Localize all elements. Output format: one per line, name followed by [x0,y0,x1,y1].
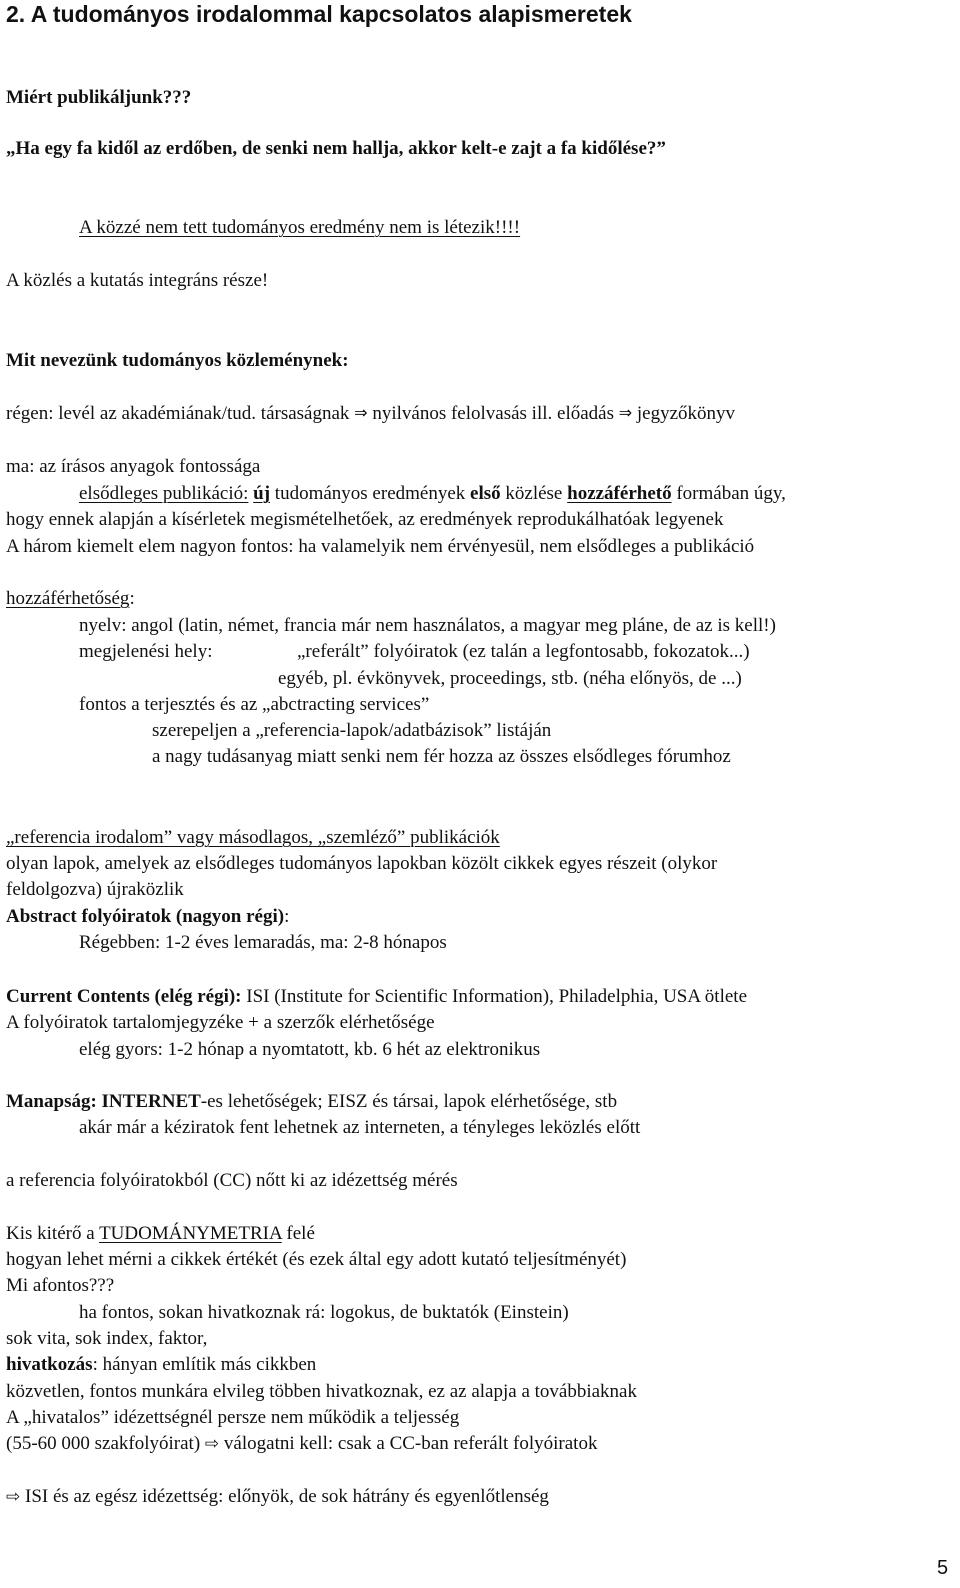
mass-line: a nagy tudásanyag miatt senki nem fér hozza az összes elsődleges fórumhoz [152,746,731,767]
page-title: 2. A tudományos irodalommal kapcsolatos alapismeretek [6,1,632,27]
quote: „Ha egy fa kidől az erdőben, de senki nem hallja, akkor kelt-e zajt a fa kidőlése?” [6,138,666,159]
question-2: Mi afontos??? [6,1275,115,1296]
listed-line: szerepeljen a „referencia-lapok/adatbázisok” listáján [152,720,552,741]
journals-line: (55-60 000 szakfolyóirat) ⇨ válogatni kell: csak a CC-ban referált folyóiratok [6,1433,598,1454]
scientometry-intro: Kis kitérő a TUDOMÁNYMETRIA felé [6,1223,315,1244]
place-other: egyéb, pl. évkönyvek, proceedings, stb. (néha előnyös, de ...) [278,668,742,689]
cc-speed: elég gyors: 1-2 hónap a nyomtatott, kb. 6 hét az elektronikus [79,1039,541,1060]
language-line: nyelv: angol (latin, német, francia már nem használatos, a magyar meg pláne, de az is kell!) [79,615,776,636]
why-heading: Miért publikáljunk??? [6,87,192,108]
three-elements-line: A három kiemelt elem nagyon fontos: ha valamelyik nem érvényesül, nem elsődleges a publikáció [6,536,755,557]
hollow-arrow-icon: ⇨ [204,1434,220,1454]
integral-line: A közlés a kutatás integráns része! [6,270,269,291]
hollow-arrow-icon: ⇨ [6,1487,21,1507]
isi-line: ⇨ ISI és az egész idézettség: előnyök, de sok hátrány és egyenlőtlenség [6,1486,549,1507]
primary-term: elsődleges publikáció: [79,483,249,504]
definition-cont: hogy ennek alapján a kísérletek megismételhetőek, az eredmények reprodukálhatóak legyenek [6,509,724,530]
citation-origin: a referencia folyóiratokból (CC) nőtt ki az idézettség mérés [6,1170,458,1191]
what-heading: Mit nevezünk tudományos közleménynek: [6,350,349,371]
place-label: megjelenési hely: [79,641,213,662]
abstract-heading: Abstract folyóiratok (nagyon régi): [6,906,290,927]
not-exists-line: A közzé nem tett tudományos eredmény nem is létezik!!!! [79,217,521,238]
cc-toc: A folyóiratok tartalomjegyzéke + a szerzők elérhetősége [6,1012,435,1033]
cc-line: Current Contents (elég régi): ISI (Institute for Scientific Information), Philadelphia, USA ötlete [6,986,748,1007]
past-line: régen: levél az akadémiának/tud. társaságnak ⇒ nyilvános felolvasás ill. előadás ⇒ jegyzőkönyv [6,403,736,424]
official-line: A „hivatalos” idézettségnél persze nem működik a teljesség [6,1407,460,1428]
nowadays-line: Manapság: INTERNET-es lehetőségek; EISZ és társai, lapok elérhetősége, stb [6,1091,618,1112]
reference-desc-2: feldolgozva) újraközlik [6,879,184,900]
abstract-delay: Régebben: 1-2 éves lemaradás, ma: 2-8 hónapos [79,932,447,953]
reference-heading: „referencia irodalom” vagy másodlagos, „szemléző” publikációk [6,827,500,848]
access-heading: hozzáférhetőség: [6,588,135,609]
answer-1: ha fontos, sokan hivatkoznak rá: logokus, de buktatók (Einstein) [79,1302,569,1323]
now-line: ma: az írásos anyagok fontossága [6,456,261,477]
place-refereed: „referált” folyóiratok (ez talán a legfontosabb, fokozatok...) [297,641,750,662]
question-1: hogyan lehet mérni a cikkek értékét (és ezek által egy adott kutató teljesítményét) [6,1249,627,1270]
citation-definition: hivatkozás: hányan említik más cikkben [6,1354,317,1375]
primary-definition: elsődleges publikáció: új tudományos eredmények első közlése hozzáférhető formában úgy, [79,483,786,504]
direct-line: közvetlen, fontos munkára elvileg többen hivatkoznak, ez az alapja a továbbiaknak [6,1381,637,1402]
implies-arrow-icon: ⇒ [354,403,368,422]
reference-desc-1: olyan lapok, amelyek az elsődleges tudományos lapokban közölt cikkek egyes részeit (olykor [6,853,718,874]
implies-arrow-icon: ⇒ [618,403,633,422]
page-number: 5 [937,1557,949,1579]
preprint-line: akár már a kéziratok fent lehetnek az interneten, a tényleges leközlés előtt [79,1117,641,1138]
spread-line: fontos a terjesztés és az „abctracting services” [79,694,430,715]
debate-line: sok vita, sok index, faktor, [6,1328,208,1349]
